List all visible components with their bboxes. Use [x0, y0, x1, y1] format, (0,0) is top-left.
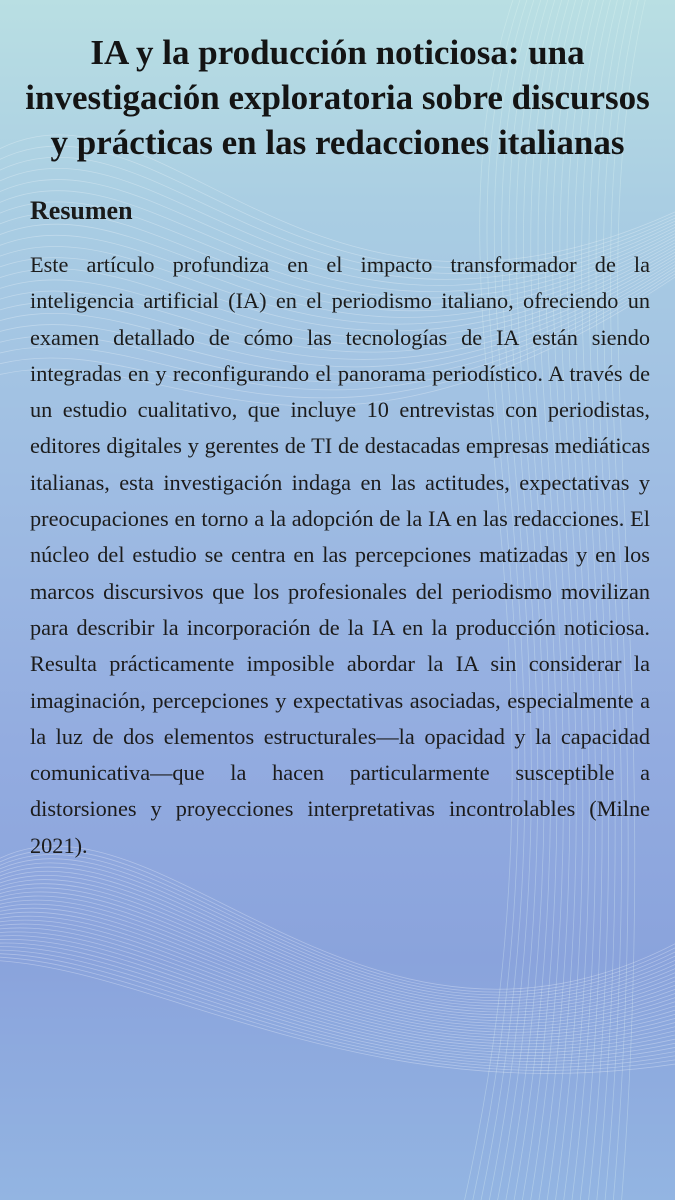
wave-line [0, 875, 675, 1009]
abstract-text: Este artículo profundiza en el impacto transformador de la inteligencia artificial (IA) en el periodismo italiano, ofreciendo un examen detallado de cómo las tecnologías de IA están siendo integradas en y reconfigurando el panorama periodístico. A través de un estudio cualitativo, que incluye 10 entrevistas con periodistas, editores digitales y gerentes de TI de destacadas empresas mediáticas italianas, esta investigación indaga en las actitudes, expectativas y preocupaciones en torno a la adopción de la IA en las redacciones. El núcleo del estudio se centra en las percepciones matizadas y en los marcos discursivos que los profesionales del periodismo movilizan para describir la incorporación de la IA en la producción noticiosa. Resulta prácticamente imposible abordar la IA sin considerar la imaginación, percepciones y expectativas asociadas, especialmente a la luz de dos elementos estructurales—la opacidad y la capacidad comunicativa—que la hacen particularmente susceptible a distorsiones y proyecciones interpretativas incontrolables (Milne 2021). [30, 252, 650, 858]
wave-line [0, 888, 675, 1018]
wave-line [0, 871, 675, 1006]
article-title: IA y la producción noticiosa: una investigación exploratoria sobre discursos y prácticas en las redacciones italianas [25, 33, 650, 162]
abstract-heading: Resumen [30, 196, 133, 225]
wave-lines-lower [0, 846, 675, 1073]
wave-line [0, 880, 675, 1013]
